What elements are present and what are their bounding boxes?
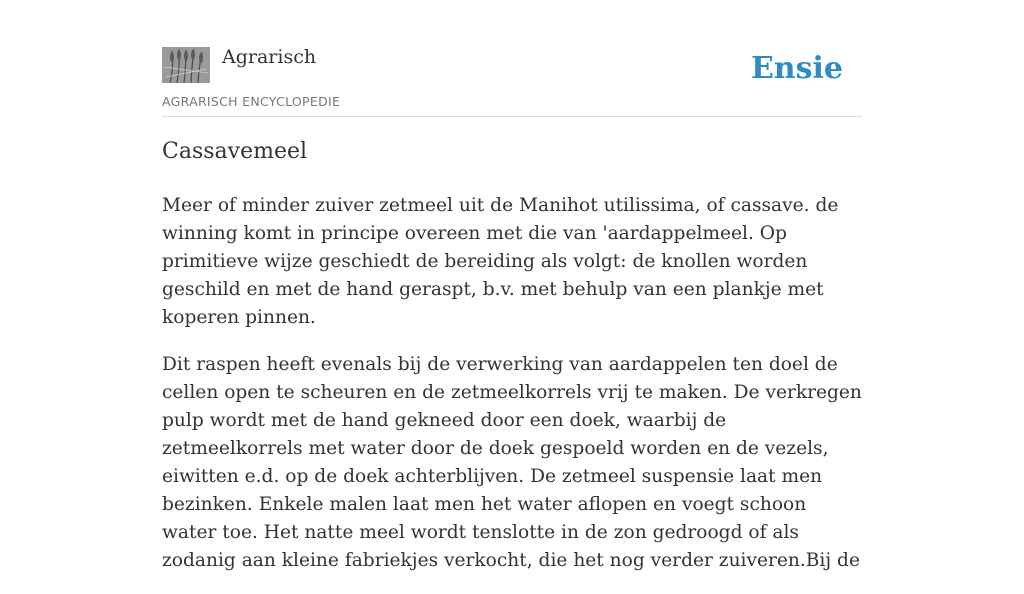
source-name[interactable]: Agrarisch xyxy=(222,46,317,68)
article-paragraph: Dit raspen heeft evenals bij de verwerking van aardappelen ten doel de cellen open te scheuren en de zetmeelkorrels vrij te maken. De verkregen pulp wordt met de hand gekneed door een doek, waarbij de zetmeelkorrels met water door de doek gespoeld worden en de vezels, eiwitten e.d. op de doek achterblijven. De zetmeel suspensie laat men bezinken. Enkele malen laat men het water aflopen en voegt schoon water toe. Het natte meel wordt tenslotte in de zon gedroogd of als zodanig aan kleine fabriekjes verkocht, die het nog verder zuiveren.Bij de xyxy=(162,354,862,571)
article-title: Cassavemeel xyxy=(162,139,308,164)
wheat-ears-icon[interactable] xyxy=(162,47,210,83)
article-body xyxy=(162,192,862,594)
article-paragraph: Meer of minder zuiver zetmeel uit de Manihot utilissima, of cassave. de winning komt in principe overeen met die van 'aardappelmeel. Op primitieve wijze geschiedt de bereiding als volgt: de knollen worden geschild en met de hand geraspt, b.v. met behulp van een plankje met koperen pinnen. xyxy=(162,195,839,328)
brand-logo[interactable]: Ensie xyxy=(750,51,843,86)
source-subtitle: AGRARISCH ENCYCLOPEDIE xyxy=(162,94,341,109)
header xyxy=(162,44,862,117)
